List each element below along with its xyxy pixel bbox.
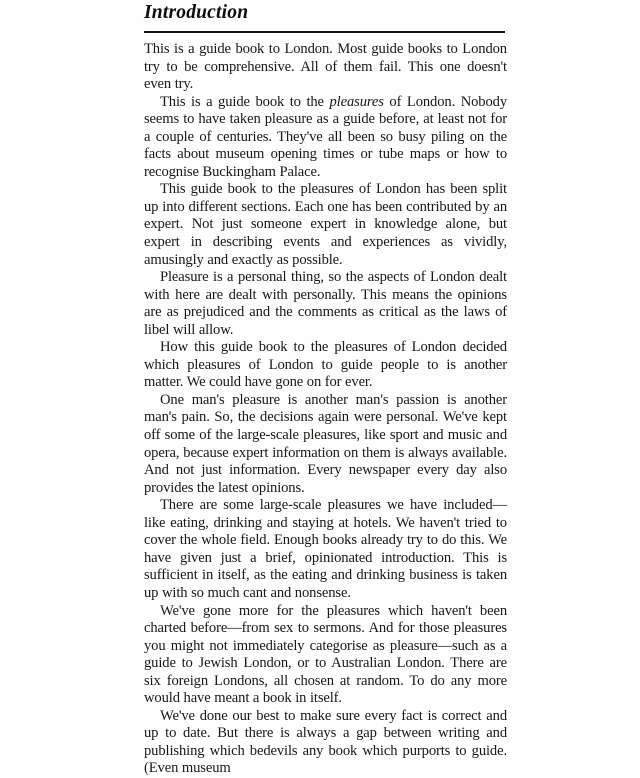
paragraph-3: This guide book to the pleasures of London has been split up into different sections. Each one has been contributed by an expert. Not just someone expert in knowledge alone, but expert in describing events and experiences as vividly, amusingly and exactly as possible. — [144, 181, 507, 268]
paragraph-6: One man's pleasure is another man's passion is another man's pain. So, the decisions again were personal. We've kept off some of the large-scale pleasures, like sport and music and opera, because expert information on them is always available. And not just information. Every newspaper every day also provides the latest opinions. — [144, 391, 507, 496]
text-block — [144, 0, 507, 778]
body-copy — [144, 41, 507, 778]
title-divider — [144, 31, 505, 33]
page-title: Introduction — [144, 2, 249, 23]
paragraph-5: How this guide book to the pleasures of London decided which pleasures of London to guide people to is another matter. We could have gone on for ever. — [144, 339, 507, 391]
paragraph-2-lead: This is a guide book to the — [160, 93, 330, 110]
paragraph-2 — [144, 94, 507, 182]
paragraph-9: We've done our best to make sure every fact is correct and up to date. But there is always a gap between writing and publishing which bedevils any book which purports to guide. (Even museum — [144, 707, 507, 777]
paragraph-4: Pleasure is a personal thing, so the aspects of London dealt with here are dealt with personally. This means the opinions are as prejudiced and the comments as critical as the laws of libel will allow. — [144, 269, 507, 338]
paragraph-2-tail: of London. Nobody seems to have taken pleasure as a guide before, at least not for a couple of centuries. They've all been so busy piling on the facts about museum opening times or tube maps or how to recognise Buckingham Palace. — [144, 93, 507, 180]
paragraph-7: There are some large-scale pleasures we have included—like eating, drinking and staying at hotels. We haven't tried to cover the whole field. Enough books already try to do this. We have given just a brief, opinionated introduction. This is sufficient in itself, as the eating and drinking business is taken up with so much cant and nonsense. — [144, 497, 507, 601]
paragraph-1: This is a guide book to London. Most guide books to London try to be comprehensive. All of them fail. This one doesn't even try. — [144, 41, 507, 93]
emphasis-pleasures: pleasures — [329, 93, 384, 110]
paragraph-8: We've gone more for the pleasures which haven't been charted before—from sex to sermons. And for those pleasures you might not immediately categorise as pleasure—such as a guide to Jewish London, or to Australian London. There are six foreign Londons, all chosen at random. To do any more would have meant a book in itself. — [144, 602, 507, 707]
